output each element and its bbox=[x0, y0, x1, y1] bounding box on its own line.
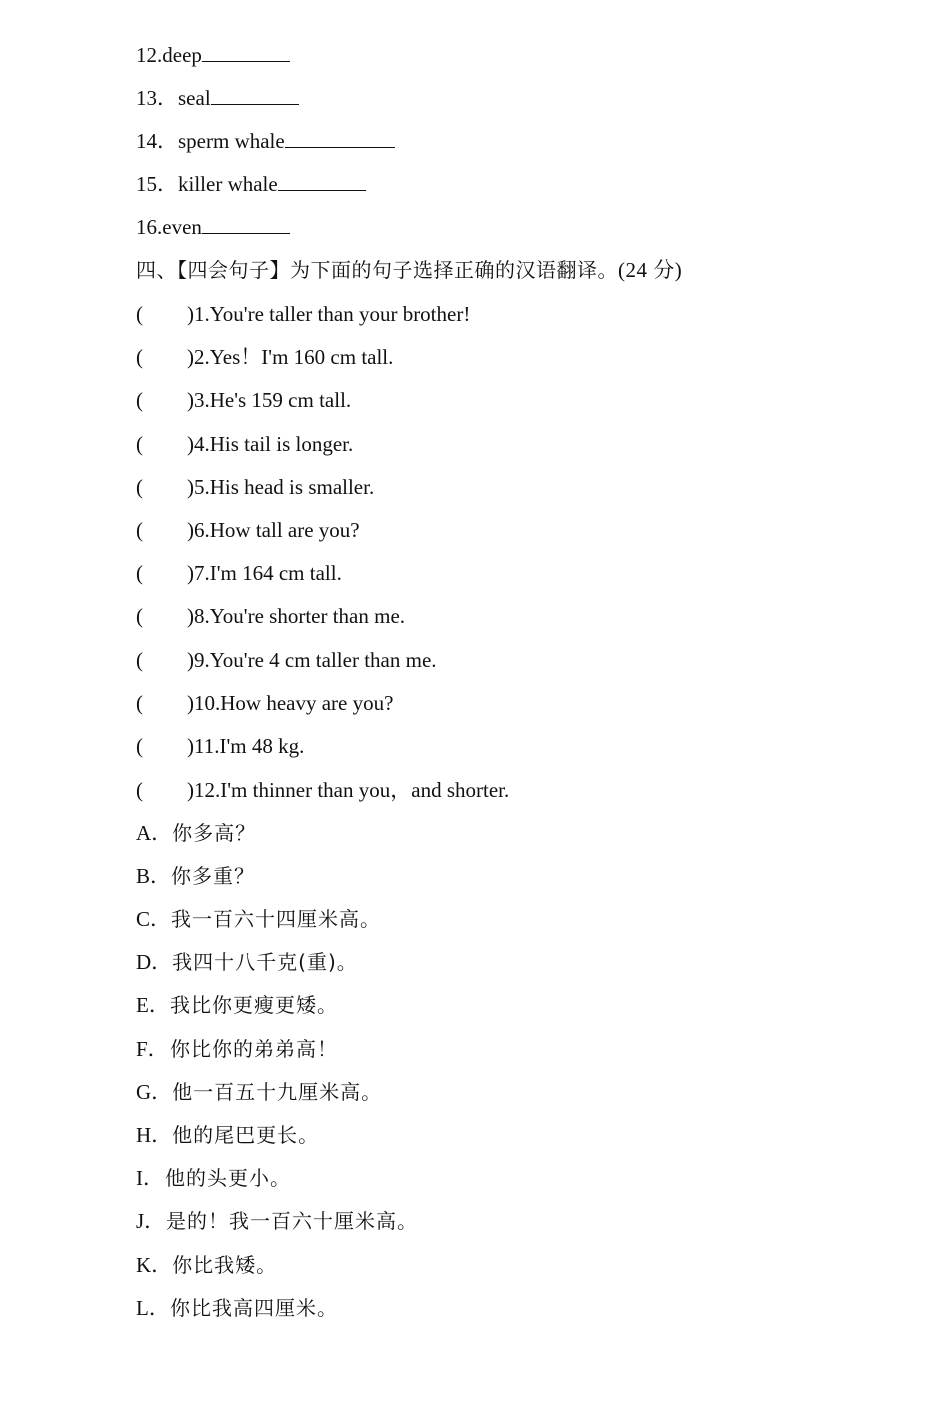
vocab-item bbox=[136, 41, 290, 69]
sentence-text: )10.How heavy are you? bbox=[187, 691, 394, 715]
option-text: 我四十八千克(重)。 bbox=[172, 950, 358, 974]
sentence-text: )12.I'm thinner than you，and shorter. bbox=[187, 778, 510, 802]
option-letter: H． bbox=[136, 1123, 173, 1147]
answer-blank[interactable] bbox=[202, 41, 290, 62]
option-letter: J． bbox=[136, 1209, 166, 1233]
option-item bbox=[136, 905, 381, 933]
section-title: 四、【四会句子】为下面的句子选择正确的汉语翻译。 bbox=[136, 258, 618, 282]
vocab-item bbox=[136, 84, 299, 112]
answer-blank[interactable] bbox=[285, 127, 395, 148]
option-letter: K． bbox=[136, 1253, 173, 1277]
option-text: 你多高？ bbox=[172, 821, 257, 845]
sentence-item bbox=[136, 516, 360, 544]
sentence-text: )1.You're taller than your brother! bbox=[187, 302, 471, 326]
open-paren: ( bbox=[136, 778, 143, 802]
open-paren: ( bbox=[136, 604, 143, 628]
option-letter: L． bbox=[136, 1296, 170, 1320]
sentence-item bbox=[136, 732, 304, 760]
sentence-item bbox=[136, 776, 509, 804]
sentence-text: )7.I'm 164 cm tall. bbox=[187, 561, 342, 585]
answer-blank[interactable] bbox=[211, 84, 299, 105]
option-letter: A． bbox=[136, 821, 173, 845]
vocab-label: 12.deep bbox=[136, 43, 202, 67]
section-heading bbox=[136, 256, 682, 284]
option-letter: I． bbox=[136, 1166, 164, 1190]
sentence-text: )9.You're 4 cm taller than me. bbox=[187, 648, 437, 672]
option-text: 他的尾巴更长。 bbox=[172, 1123, 320, 1147]
option-text: 是的！我一百六十厘米高。 bbox=[166, 1209, 418, 1233]
option-letter: C． bbox=[136, 907, 172, 931]
option-letter: B． bbox=[136, 864, 172, 888]
section-score: (24 分) bbox=[618, 258, 683, 282]
open-paren: ( bbox=[136, 518, 143, 542]
sentence-text: )11.I'm 48 kg. bbox=[187, 734, 305, 758]
option-text: 他一百五十九厘米高。 bbox=[172, 1080, 383, 1104]
sentence-item bbox=[136, 646, 437, 674]
open-paren: ( bbox=[136, 475, 143, 499]
sentence-text: )3.He's 159 cm tall. bbox=[187, 388, 352, 412]
sentence-item bbox=[136, 430, 353, 458]
open-paren: ( bbox=[136, 388, 143, 412]
vocab-item bbox=[136, 213, 290, 241]
open-paren: ( bbox=[136, 561, 143, 585]
option-item bbox=[136, 1121, 319, 1149]
option-letter: E． bbox=[136, 993, 170, 1017]
option-item bbox=[136, 991, 338, 1019]
option-letter: G． bbox=[136, 1080, 173, 1104]
option-item bbox=[136, 1294, 338, 1322]
vocab-item bbox=[136, 127, 395, 155]
option-item bbox=[136, 948, 358, 976]
option-item bbox=[136, 1035, 338, 1063]
option-item bbox=[136, 1078, 382, 1106]
option-text: 你多重？ bbox=[171, 864, 256, 888]
option-text: 我比你更瘦更矮。 bbox=[170, 993, 338, 1017]
sentence-item bbox=[136, 386, 351, 414]
sentence-item bbox=[136, 473, 374, 501]
sentence-text: )5.His head is smaller. bbox=[187, 475, 375, 499]
option-letter: D． bbox=[136, 950, 173, 974]
answer-blank[interactable] bbox=[278, 170, 366, 191]
open-paren: ( bbox=[136, 691, 143, 715]
option-item bbox=[136, 862, 255, 890]
open-paren: ( bbox=[136, 345, 143, 369]
sentence-text: )2.Yes！I'm 160 cm tall. bbox=[187, 345, 394, 369]
option-item bbox=[136, 1207, 418, 1235]
answer-blank[interactable] bbox=[202, 213, 290, 234]
option-text: 你比我矮。 bbox=[172, 1253, 278, 1277]
open-paren: ( bbox=[136, 302, 143, 326]
open-paren: ( bbox=[136, 432, 143, 456]
vocab-label: 13．seal bbox=[136, 86, 211, 110]
vocab-label: 16.even bbox=[136, 215, 202, 239]
open-paren: ( bbox=[136, 648, 143, 672]
option-item bbox=[136, 819, 256, 847]
sentence-text: )8.You're shorter than me. bbox=[187, 604, 406, 628]
option-item bbox=[136, 1164, 291, 1192]
vocab-item bbox=[136, 170, 366, 198]
option-text: 你比我高四厘米。 bbox=[170, 1296, 338, 1320]
sentence-text: )4.His tail is longer. bbox=[187, 432, 354, 456]
sentence-item bbox=[136, 602, 405, 630]
option-item bbox=[136, 1251, 277, 1279]
open-paren: ( bbox=[136, 734, 143, 758]
sentence-text: )6.How tall are you? bbox=[187, 518, 360, 542]
sentence-item bbox=[136, 300, 470, 328]
option-text: 你比你的弟弟高！ bbox=[170, 1037, 338, 1061]
sentence-item bbox=[136, 689, 393, 717]
sentence-item bbox=[136, 343, 393, 371]
option-letter: F． bbox=[136, 1037, 169, 1061]
option-text: 他的头更小。 bbox=[165, 1166, 291, 1190]
vocab-label: 15．killer whale bbox=[136, 172, 278, 196]
vocab-label: 14．sperm whale bbox=[136, 129, 285, 153]
option-text: 我一百六十四厘米高。 bbox=[171, 907, 382, 931]
sentence-item bbox=[136, 559, 342, 587]
